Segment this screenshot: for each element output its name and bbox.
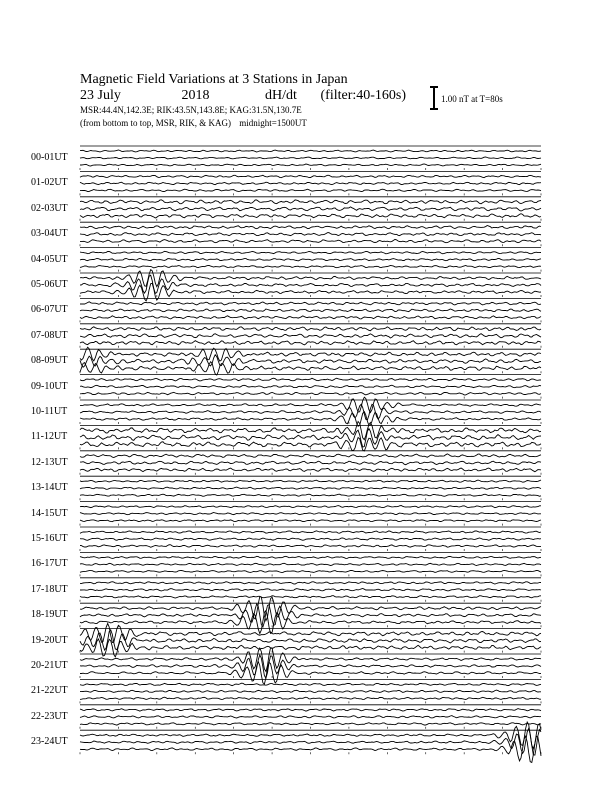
trace-msr [80, 506, 541, 508]
trace-kag [80, 239, 541, 242]
hour-label: 13-14UT [31, 482, 68, 494]
trace-msr [80, 531, 541, 534]
trace-msr [80, 302, 541, 305]
hour-label: 14-15UT [31, 507, 68, 519]
trace-kag [80, 697, 541, 699]
trace-rik [80, 630, 541, 650]
hour-label: 01-02UT [31, 177, 68, 189]
trace-kag [80, 662, 541, 685]
order-note: (from bottom to top, MSR, RIK, & KAG) [80, 118, 232, 128]
trace-kag [80, 545, 541, 548]
quantity-label: dH/dt [265, 88, 297, 103]
trace-kag [80, 189, 541, 191]
hour-label: 12-13UT [31, 456, 68, 468]
hour-label: 03-04UT [31, 228, 68, 240]
trace-kag [80, 596, 541, 598]
trace-kag [80, 723, 541, 725]
filter-label: (filter:40-160s) [320, 88, 407, 103]
trace-msr [80, 378, 541, 381]
chart-title: Magnetic Field Variations at 3 Stations in Japan [80, 72, 348, 87]
hour-label: 18-19UT [31, 609, 68, 621]
trace-kag [80, 214, 541, 218]
trace-rik [80, 461, 541, 465]
trace-msr [80, 722, 541, 749]
hour-label: 06-07UT [31, 304, 68, 316]
trace-rik [80, 355, 541, 368]
trace-rik [80, 728, 541, 755]
trace-msr [80, 454, 541, 458]
hour-label: 02-03UT [31, 202, 68, 214]
stations-info: MSR:44.4N,142.3E; RIK:43.5N,143.8E; KAG:31.5N,130.7E [80, 105, 302, 115]
trace-msr [80, 327, 541, 331]
hour-label: 04-05UT [31, 253, 68, 265]
trace-rik [80, 563, 541, 565]
trace-rik [80, 487, 541, 489]
trace-rik [80, 309, 541, 312]
midnight-note: midnight=1500UT [239, 118, 307, 128]
hour-label: 07-08UT [31, 329, 68, 341]
trace-msr [80, 226, 541, 229]
trace-rik [80, 513, 541, 515]
trace-kag [80, 164, 541, 166]
trace-rik [80, 182, 541, 184]
trace-kag [80, 736, 541, 762]
trace-rik [80, 207, 541, 211]
trace-rik [80, 716, 541, 718]
hour-label: 05-06UT [31, 279, 68, 290]
hour-label: 19-20UT [31, 634, 68, 646]
trace-kag [80, 494, 541, 496]
hour-label: 22-23UT [31, 710, 68, 722]
hour-label: 23-24UT [31, 736, 68, 748]
hour-label: 21-22UT [31, 685, 68, 697]
trace-rik [80, 589, 541, 591]
trace-kag [80, 412, 541, 427]
hour-label: 20-21UT [31, 660, 68, 671]
trace-rik [80, 157, 541, 159]
trace-msr [80, 150, 541, 152]
trace-kag [80, 468, 541, 472]
trace-kag [80, 341, 541, 345]
trace-msr [80, 175, 541, 177]
trace-rik [80, 385, 541, 388]
trace-rik [80, 259, 541, 261]
trace-msr [80, 480, 541, 482]
trace-rik [80, 538, 541, 540]
hour-label: 16-17UT [31, 558, 68, 570]
scale-label: 1.00 nT at T=80s [441, 94, 503, 104]
trace-msr [80, 556, 541, 558]
trace-kag [80, 316, 541, 319]
hour-label: 08-09UT [31, 355, 68, 367]
trace-rik [80, 604, 541, 627]
trace-rik [80, 690, 541, 693]
trace-msr [80, 397, 541, 412]
trace-msr [80, 200, 541, 204]
trace-kag [80, 520, 541, 522]
hour-label: 17-18UT [31, 583, 68, 595]
date-day: 23 July [80, 88, 121, 103]
hour-label: 11-12UT [31, 431, 68, 443]
hour-label: 00-01UT [31, 152, 68, 163]
trace-rik [80, 334, 541, 338]
trace-msr [80, 582, 541, 584]
hour-label: 15-16UT [31, 533, 68, 544]
trace-kag [80, 570, 541, 572]
trace-msr [80, 251, 541, 253]
trace-kag [80, 266, 541, 268]
trace-kag [80, 392, 541, 395]
trace-msr [80, 683, 541, 685]
trace-msr [80, 709, 541, 712]
hour-label: 09-10UT [31, 380, 68, 392]
trace-rik [80, 233, 541, 236]
hour-label: 10-11UT [31, 406, 68, 417]
date-year: 2018 [181, 88, 210, 103]
